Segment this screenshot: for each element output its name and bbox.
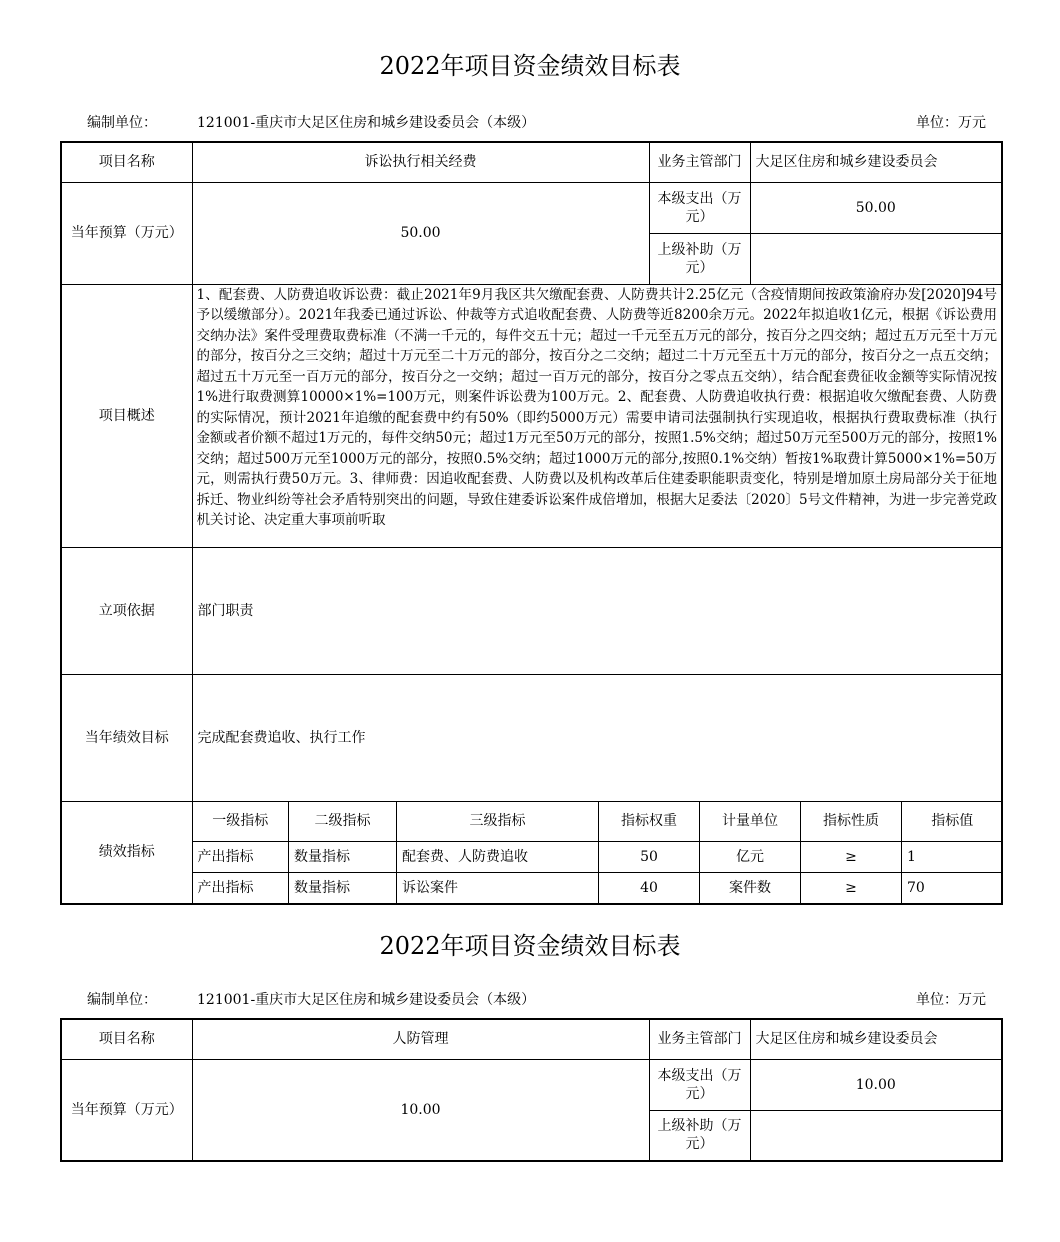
indicator-cell-unit: 案件数 xyxy=(700,873,801,904)
indicator-header: 二级指标 xyxy=(289,802,397,842)
indicator-cell-level1: 产出指标 xyxy=(193,873,289,904)
subsidy-value xyxy=(750,233,1002,284)
project-name: 诉讼执行相关经费 xyxy=(192,142,649,182)
own-expense-value: 10.00 xyxy=(750,1059,1002,1110)
org-value: 121001-重庆市大足区住房和城乡建设委员会（本级） xyxy=(197,115,536,131)
overview-label: 项目概述 xyxy=(61,284,192,547)
indicator-table xyxy=(193,802,1003,904)
indicator-header: 三级指标 xyxy=(397,802,599,842)
dept-label: 业务主管部门 xyxy=(649,1019,750,1059)
org-label: 编制单位： xyxy=(87,992,157,1008)
subsidy-value xyxy=(750,1110,1002,1161)
indicator-cell-level3: 诉讼案件 xyxy=(397,873,599,904)
overview-text: 1、配套费、人防费追收诉讼费：截止2021年9月我区共欠缴配套费、人防费共计2.25亿元（含疫情期间按政策渝府办发[2020]94号予以缓缴部分）。2021年我委已通过诉讼、仲裁等方式追收配套费、人防费等近8200余万元。2022年拟追收1亿元，根据《诉讼费用交纳办法》案件受理费取费标准（不满一千元的，每件交五十元；超过一千元至五万元的部分，按百分之四交纳；超过五万元至十万元的部分，按百分之三交纳；超过十万元至二十万元的部分，按百分之二交纳；超过二十万元至五十万元的部分，按百分之一点五交纳；超过五十万元至一百万元的部分，按百分之一交纳；超过一百万元的部分，按百分之零点五交纳），结合配套费征收金额等实际情况按1%进行取费测算10000×1%=100万元，则案件诉讼费为100万元。2、配套费、人防费追收执行费：根据追收欠缴配套费、人防费的实际情况，预计2021年追缴的配套费中约有50%（即约5000万元）需要申请司法强制执行实现追收，根据执行费取费标准（执行金额或者价额不超过1万元的，每件交纳50元；超过1万元至50万元的部分，按照1.5%交纳；超过50万元至500万元的部分，按照1%交纳；超过500万元至1000万元的部分，按照0.5%交纳；超过1000万元的部分,按照0.1%交纳）暂按1%取费计算5000×1%=50万元，则需执行费50万元。3、律师费：因追收配套费、人防费以及机构改革后住建委职能职责变化，特别是增加原土房局部分关于征地拆迁、物业纠纷等社会矛盾特别突出的问题，导致住建委诉讼案件成倍增加，根据大足委法〔2020〕5号文件精神，为进一步完善党政机关讨论、决定重大事项前听取 xyxy=(196,286,997,528)
budget-label: 当年预算（万元） xyxy=(61,182,192,284)
indicator-header: 指标值 xyxy=(902,802,1003,842)
currency-unit: 单位：万元 xyxy=(916,115,986,131)
indicator-cell-value: 1 xyxy=(902,842,1003,873)
own-expense-label: 本级支出（万元） xyxy=(649,182,750,233)
budget-value: 10.00 xyxy=(192,1059,649,1161)
performance-table-2 xyxy=(60,1018,1003,1162)
dept-value: 大足区住房和城乡建设委员会 xyxy=(750,142,1002,182)
indicator-cell-level2: 数量指标 xyxy=(289,842,397,873)
indicator-cell xyxy=(192,801,1002,904)
indicator-cell-level3: 配套费、人防费追收 xyxy=(397,842,599,873)
basis-label: 立项依据 xyxy=(61,547,192,674)
org-label: 编制单位： xyxy=(87,115,157,131)
indicator-cell-nature: ≥ xyxy=(801,842,902,873)
table-title: 2022年项目资金绩效目标表 xyxy=(379,52,681,80)
goal-value: 完成配套费追收、执行工作 xyxy=(192,674,1002,801)
indicator-cell-level2: 数量指标 xyxy=(289,873,397,904)
indicator-header: 计量单位 xyxy=(700,802,801,842)
currency-unit: 单位：万元 xyxy=(916,992,986,1008)
overview-cell xyxy=(192,284,1002,547)
indicator-cell-level1: 产出指标 xyxy=(193,842,289,873)
indicator-cell-value: 70 xyxy=(902,873,1003,904)
indicator-header: 一级指标 xyxy=(193,802,289,842)
subsidy-label: 上级补助（万元） xyxy=(649,233,750,284)
project-name-label: 项目名称 xyxy=(61,1019,192,1059)
own-expense-value: 50.00 xyxy=(750,182,1002,233)
org-value: 121001-重庆市大足区住房和城乡建设委员会（本级） xyxy=(197,992,536,1008)
indicator-cell-nature: ≥ xyxy=(801,873,902,904)
budget-label: 当年预算（万元） xyxy=(61,1059,192,1161)
subsidy-label: 上级补助（万元） xyxy=(649,1110,750,1161)
project-name-label: 项目名称 xyxy=(61,142,192,182)
indicator-cell-unit: 亿元 xyxy=(700,842,801,873)
indicator-label: 绩效指标 xyxy=(61,801,192,904)
table-title: 2022年项目资金绩效目标表 xyxy=(379,932,681,960)
basis-value: 部门职责 xyxy=(192,547,1002,674)
project-name: 人防管理 xyxy=(192,1019,649,1059)
own-expense-label: 本级支出（万元） xyxy=(649,1059,750,1110)
budget-value: 50.00 xyxy=(192,182,649,284)
indicator-header: 指标权重 xyxy=(599,802,700,842)
indicator-cell-weight: 50 xyxy=(599,842,700,873)
goal-label: 当年绩效目标 xyxy=(61,674,192,801)
dept-value: 大足区住房和城乡建设委员会 xyxy=(750,1019,1002,1059)
performance-table-1 xyxy=(60,141,1003,905)
indicator-cell-weight: 40 xyxy=(599,873,700,904)
dept-label: 业务主管部门 xyxy=(649,142,750,182)
indicator-header: 指标性质 xyxy=(801,802,902,842)
